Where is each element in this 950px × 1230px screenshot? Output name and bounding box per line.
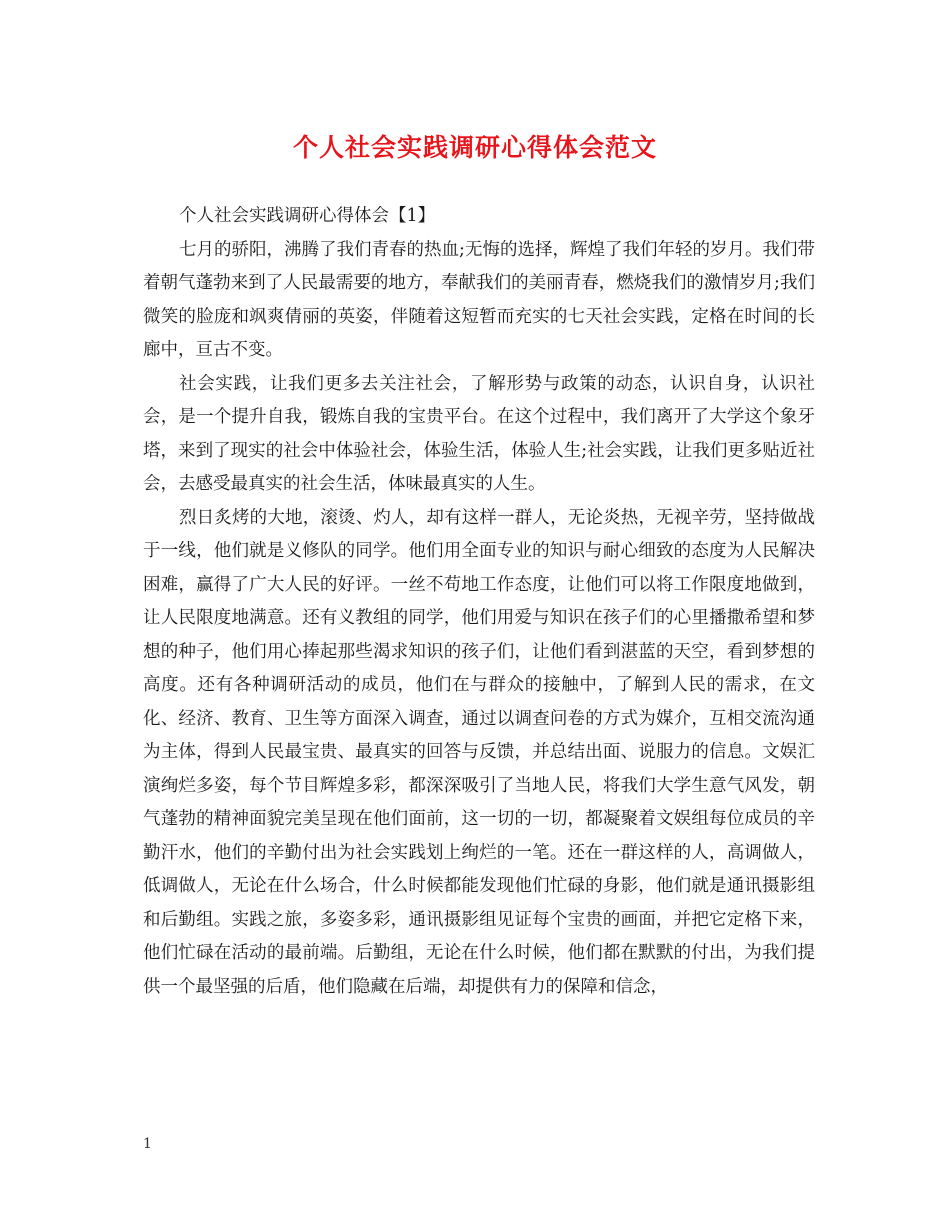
document-body [143, 200, 815, 1004]
page-number: 1 [143, 1136, 152, 1152]
paragraph-subheading: 个人社会实践调研心得体会【1】 [179, 206, 436, 226]
paragraph: 七月的骄阳，沸腾了我们青春的热血;无悔的选择，辉煌了我们年轻的岁月。我们带着朝气蓬勃来到了人民最需要的地方，奉献我们的美丽青春，燃烧我们的激情岁月;我们微笑的脸庞和飒爽倩丽的英姿，伴随着这短暂而充实的七天社会实践，定格在时间的长廊中，亘古不变。 [143, 239, 815, 360]
paragraph: 社会实践，让我们更多去关注社会，了解形势与政策的动态，认识自身，认识社会，是一个提升自我，锻炼自我的宝贵平台。在这个过程中，我们离开了大学这个象牙塔，来到了现实的社会中体验社会，体验生活，体验人生;社会实践，让我们更多贴近社会，去感受最真实的社会生活，体味最真实的人生。 [143, 373, 815, 494]
paragraph: 烈日炙烤的大地，滚烫、灼人，却有这样一群人，无论炎热，无视辛劳，坚持做战于一线，他们就是义修队的同学。他们用全面专业的知识与耐心细致的态度为人民解决困难，赢得了广大人民的好评。一丝不苟地工作态度，让他们可以将工作限度地做到，让人民限度地满意。还有义教组的同学，他们用爱与知识在孩子们的心里播撒希望和梦想的种子，他们用心捧起那些渴求知识的孩子们，让他们看到湛蓝的天空，看到梦想的高度。还有各种调研活动的成员，他们在与群众的接触中，了解到人民的需求，在文化、经济、教育、卫生等方面深入调查，通过以调查问卷的方式为媒介，互相交流沟通为主体，得到人民最宝贵、最真实的回答与反馈，并总结出面、说服力的信息。文娱汇演绚烂多姿，每个节目辉煌多彩，都深深吸引了当地人民，将我们大学生意气风发，朝气蓬勃的精神面貌完美呈现在他们面前，这一切的一切，都凝聚着文娱组每位成员的辛勤汗水，他们的辛勤付出为社会实践划上绚烂的一笔。还在一群这样的人，高调做人，低调做人，无论在什么场合，什么时候都能发现他们忙碌的身影，他们就是通讯摄影组和后勤组。实践之旅，多姿多彩，通讯摄影组见证每个宝贵的画面，并把它定格下来，他们忙碌在活动的最前端。后勤组，无论在什么时候，他们都在默默的付出，为我们提供一个最坚强的后盾，他们隐藏在后端，却提供有力的保障和信念， [143, 507, 815, 997]
document-title: 个人社会实践调研心得体会范文 [292, 133, 657, 162]
